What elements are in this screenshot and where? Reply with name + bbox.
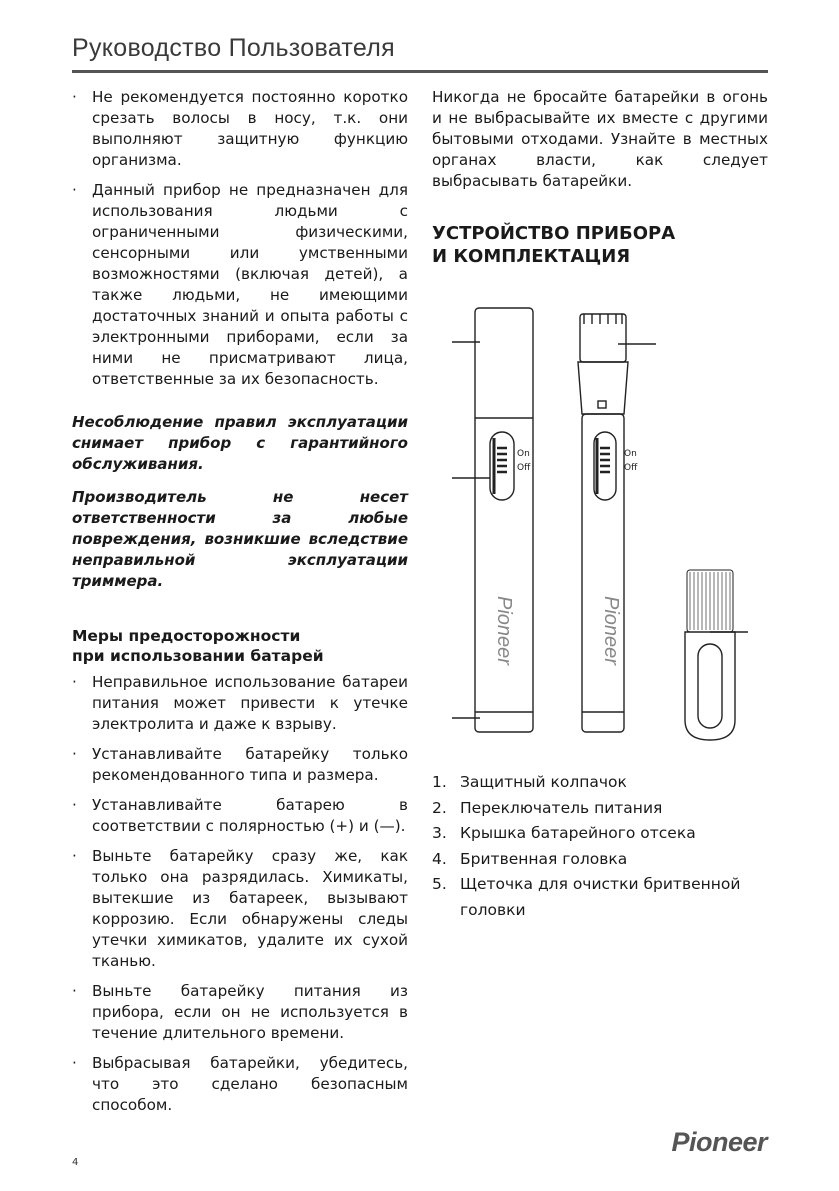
brand-label-right: Pioneer [600, 596, 622, 665]
battery-heading [72, 626, 408, 666]
right-column [432, 87, 768, 268]
brand-logo: Pioneer [671, 1127, 767, 1157]
device-illustration [432, 300, 768, 750]
safety-bullet-list [72, 87, 408, 390]
list-item [432, 796, 768, 822]
part-label: Крышка батарейного отсека [460, 824, 696, 842]
list-item: · Устанавливайте батарейку только рекомендованного типа и размера. [72, 744, 408, 786]
device-section-heading [432, 222, 768, 268]
head-neck [578, 362, 628, 414]
section-heading-line2: И КОМПЛЕКТАЦИЯ [432, 246, 631, 267]
list-item: · Выньте батарейку сразу же, как только она разрядилась. Химикаты, вытекшие из батареек, вызывают коррозию. Если обнаружены следы утечки химикатов, удалите их сухой тканью. [72, 846, 408, 972]
parts-list [432, 770, 768, 923]
liability-warning: Производитель не несет ответственности за любые повреждения, возникшие вследствие неправильной эксплуатации триммера. [72, 488, 408, 590]
switch-off-label: Off [517, 463, 531, 473]
list-item: · Выбрасывая батарейки, убедитесь, что это сделано безопасным способом. [72, 1053, 408, 1116]
switch-on-label: On [517, 449, 530, 459]
part-label: Щеточка для очистки бритвенной головки [460, 875, 741, 919]
switch-on-label-right: On [624, 449, 637, 459]
part-label: Переключатель питания [460, 798, 663, 817]
brush-handle [685, 632, 735, 740]
list-item [432, 872, 768, 923]
shaving-head [580, 314, 626, 362]
switch-off-label-right: Off [624, 463, 638, 473]
page-title: Руководство Пользователя [72, 34, 395, 62]
list-item: · Устанавливайте батарею в соответствии с полярностью (+) и (—). [72, 795, 408, 837]
list-item: · Данный прибор не предназначен для использования людьми с ограниченными физическими, сенсорными или умственными возможностями (включая детей), а также людьми, не имеющими достаточных знаний и опыта работы с электронными приборами, если за ними не присматривают лица, ответственные за их безопасность. [72, 180, 408, 390]
list-item [432, 821, 768, 847]
battery-heading-line2: при использовании батарей [72, 647, 324, 665]
header-divider [72, 70, 768, 73]
trimmer-with-cap-body [475, 308, 533, 732]
head-release-button [598, 401, 606, 408]
part-number: 5. [432, 875, 447, 893]
battery-disposal-paragraph: Никогда не бросайте батарейки в огонь и не выбрасывайте их вместе с другими бытовыми отходами. Узнайте в местных органах власти, как следует выбрасывать батарейки. [432, 88, 768, 190]
part-number: 1. [432, 773, 447, 791]
battery-bullet-list [72, 672, 408, 1116]
list-item [432, 770, 768, 796]
page-number: 4 [72, 1157, 79, 1168]
part-label: Бритвенная головка [460, 849, 628, 868]
part-label: Защитный колпачок [460, 773, 627, 791]
part-number: 3. [432, 824, 447, 842]
list-item: · Неправильное использование батареи питания может привести к утечке электролита и даже к взрыву. [72, 672, 408, 735]
part-number: 4. [432, 849, 447, 868]
list-item [432, 847, 768, 873]
brand-label-left: Pioneer [493, 596, 515, 665]
part-number: 2. [432, 798, 447, 817]
warranty-warning: Несоблюдение правил эксплуатации снимает прибор с гарантийного обслуживания. [72, 413, 408, 473]
battery-heading-line1: Меры предосторожности [72, 627, 301, 645]
left-column [72, 87, 408, 1125]
trimmer-body-right [582, 414, 624, 732]
list-item: · Выньте батарейку питания из прибора, если он не используется в течение длительного времени. [72, 981, 408, 1044]
list-item: · Не рекомендуется постоянно коротко срезать волосы в носу, т.к. они выполняют защитную функцию организма. [72, 87, 408, 171]
section-heading-line1: УСТРОЙСТВО ПРИБОРА [432, 223, 676, 244]
brush-handle-slot [698, 644, 722, 728]
